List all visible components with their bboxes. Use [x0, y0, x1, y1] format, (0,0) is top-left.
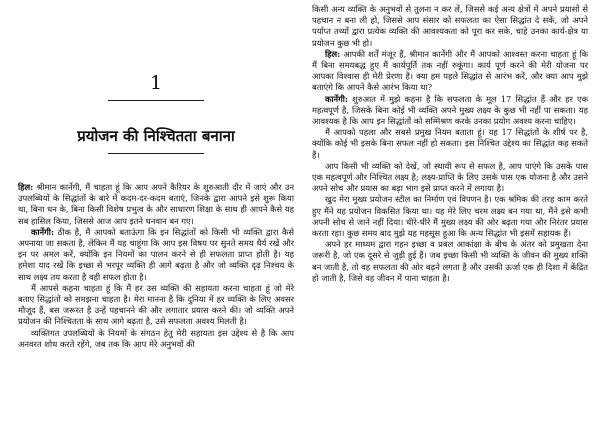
paragraph — [312, 49, 588, 94]
paragraph — [312, 161, 588, 195]
chapter-rule-bottom — [108, 153, 204, 154]
paragraph-text: ठीक है, मैं आपको बताऊंगा कि इन सिद्धांतों को किसी भी व्यक्ति द्वारा कैसे अपनाया जा सकता है, लेकिन मैं यह चाहूंगा कि आप इस विषय पर सुनते समय धैर्य रखें और इन पर अमल करें, क्योंकि इन नियमों का पालन करने से ही सफलता प्राप्त होती है। यह हमेशा याद रखें कि इच्छा से भरपूर व्यक्ति ही आगे बढ़ता है और जो व्यक्ति दृढ़ निश्चय के साथ लक्ष्य तय करता है वही सफल होता है। — [18, 226, 294, 282]
paragraph-text: मैं आपसे कहना चाहता हूं कि मैं हर उस व्यक्ति की सहायता करना चाहता हूं जो मेरे बताए सिद्धांतों को समझना चाहता है। मेरा मानना है कि दुनिया में हर व्यक्ति के लिए अवसर मौजूद हैं, बस जरूरत है उन्हें पहचानने की और लगातार प्रयास करने की। जो व्यक्ति अपने प्रयोजन की निश्चितता के साथ आगे बढ़ता है, उसे सफलता अवश्य मिलती है। — [18, 282, 294, 327]
left-body-text — [18, 182, 294, 350]
speaker-label: कार्नेगी: — [31, 226, 55, 237]
paragraph-text: व्यक्तिगत उपलब्धियों के नियमों के संगठन हेतु मेरी सहायता इस उद्देश्य से है कि आप अनवरत शोध करते रहेंगे, जब तक कि आप मेरे अनुभवों की — [18, 327, 294, 349]
speaker-label: हिल: — [18, 182, 34, 192]
paragraph — [18, 182, 294, 227]
paragraph — [18, 328, 294, 350]
chapter-title: प्रयोजन की निश्चितता बनाना — [77, 127, 235, 145]
paragraph-text: आप किसी भी व्यक्ति को देखें, जो स्थायी रूप से सफल है, आप पाएंगे कि उसके पास एक महत्वपूर्ण और निश्चित लक्ष्य है; लक्ष्य-प्राप्ति के लिए उसके पास एक योजना है और उसने अपने सोच और प्रयास का बड़ा भाग इसे प्राप्त करने में लगाया है। — [312, 160, 588, 194]
paragraph-text: किसी अन्य व्यक्ति के अनुभवों से तुलना न कर लें, जिससे कई अन्य क्षेत्रों में अपने प्रयासों से पहचान न बना ली हो, जिससे आप संसार को सफलता का ऐसा सिद्धांत दे सकें, जो अपने पर्याप्त तथ्यों द्वारा प्रत्येक व्यक्ति की आवश्यकता को पूरा कर सके, चाहे उनका कार्य-क्षेत्र या प्रयोजन कुछ भी हो। — [312, 4, 588, 48]
paragraph — [18, 283, 294, 328]
paragraph — [18, 227, 294, 283]
paragraph-text: आपकी शर्तें मंजूर हैं, श्रीमान कार्नेगी और मैं आपको आश्वस्त करना चाहता हूं कि मैं बिना समयबद्ध हुए मैं कार्यपूर्ति तक नहीं रुकूंगा। कार्य पूर्ण करने की मेरी योजना पर आपका विश्वास ही मेरी प्रेरणा है। क्या हम पहले सिद्धांत से आरंभ करें, और क्या आप मुझे बताएंगे कि आपने कैसे आरंभ किया था? — [312, 48, 588, 93]
paragraph-text: खुद मेरा मुख्य प्रयोजन स्टील का निर्माण एवं विपणन है। एक श्रमिक की तरह काम करते हुए मैंने यह प्रयोजन विकसित किया था। यह मेरे लिए चरम लक्ष्य बन गया था, मैंने इसे कभी अपनी सोच से जाने नहीं दिया। धीरे-धीरे मैं मुख्य लक्ष्य की ओर बढ़ता गया और निरंतर प्रयास करता रहा। कुछ समय बाद मुझे यह महसूस हुआ कि अन्य सिद्धांत भी इसमें सहायक हैं। — [312, 194, 588, 239]
paragraph — [312, 127, 588, 161]
right-body-text — [312, 4, 588, 284]
paragraph-text: श्रीमान कार्नेगी, मैं चाहता हूं कि आप अपने कैरियर के शुरुआती दौर में जाएं और उन उपलब्धियों के सिद्धांतों के बारे में कदम-दर-कदम बताएं, जिनके द्वारा आपने इसे शुरू किया था, बिना धन के, बिना किसी विशेष प्रभुत्व के और साधारण शिक्षा के साथ ही आपने कैसे यह सब हासिल किया, जिससे आज आप इतने धनवान बन गए। — [18, 182, 294, 226]
paragraph — [312, 239, 588, 284]
speaker-label: कार्नेगी: — [325, 93, 349, 104]
paragraph-text: मैं आपको पहला और सबसे प्रमुख नियम बताता हूं। यह 17 सिद्धांतों के शीर्ष पर है, क्योंकि कोई भी इसके बिना सफल नहीं हो सकता। इस निश्चित उद्देश्य का सिद्धांत कह सकते हैं। — [312, 127, 588, 160]
paragraph-text: शुरुआत में मुझे कहना है कि सफलता के मूल 17 सिद्धांत हैं और हर एक महत्वपूर्ण है, जिसके बिना कोई भी व्यक्ति अपने मुख्य लक्ष्य के कुछ भी नहीं पा सकता। यह आवश्यक है कि आप इन सिद्धांतों को सम्मिश्रण करके उनका प्रयोग अवश्य करना चाहिए। — [312, 93, 588, 127]
paragraph — [312, 94, 588, 128]
paragraph — [312, 4, 588, 49]
speaker-label: हिल: — [325, 48, 341, 59]
chapter-rule-top — [108, 100, 204, 101]
chapter-number: 1 — [149, 72, 163, 94]
paragraph — [312, 194, 588, 239]
paragraph-text: अपने हर माध्यम द्वारा गहन इच्छा व प्रबल आकांक्षा के बीच के अंतर को प्रमुखता देना जरूरी है, जो एक दूसरे से जुड़ी हुई हैं। जब इच्छा किसी भी व्यक्ति के जीवन की मुख्य शक्ति बन जाती है, तो वह सफलता की ओर बढ़ने लगता है और उसकी ऊर्जा एक ही दिशा में केंद्रित हो जाती है, जिसे वह जीवन में पाना चाहता है। — [312, 239, 588, 283]
